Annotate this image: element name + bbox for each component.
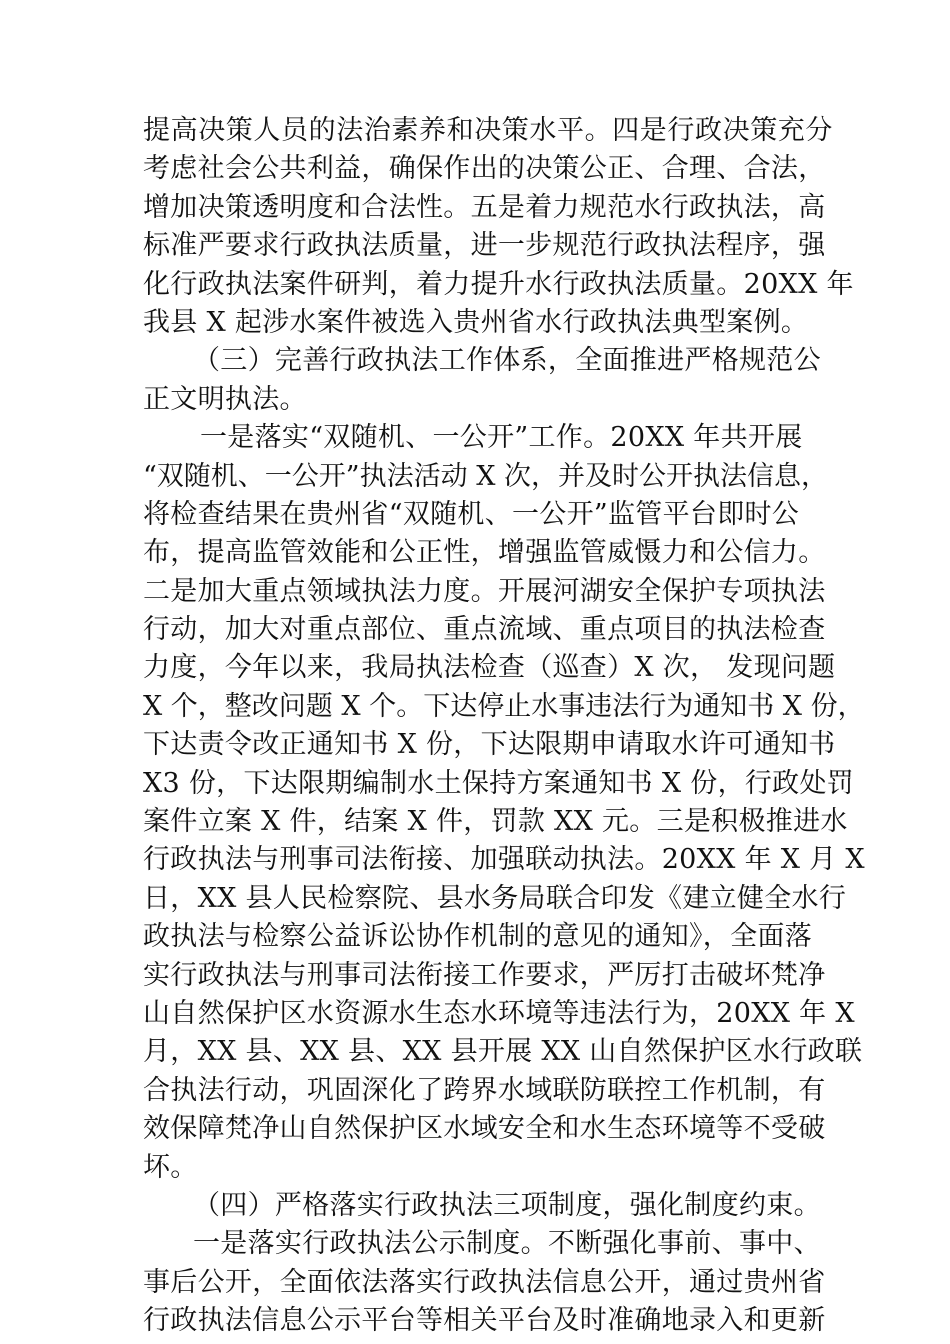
text-line-19: 案件立案 X 件，结案 X 件，罚款 XX 元。三是积极推进水 bbox=[143, 806, 848, 838]
text-line-16: X 个，整改问题 X 个。下达停止水事违法行为通知书 X 份， bbox=[143, 690, 865, 722]
text-line-6: 我县 X 起涉水案件被选入贵州省水行政执法典型案例。 bbox=[143, 306, 809, 338]
text-line-26: 合执法行动，巩固深化了跨界水域联防联控工作机制，有 bbox=[143, 1074, 826, 1106]
text-line-31: 事后公开，全面依法落实行政执法信息公开，通过贵州省 bbox=[143, 1266, 826, 1298]
text-line-10: “双随机、一公开”执法活动 X 次，并及时公开执法信息， bbox=[143, 460, 828, 492]
text-line-22: 政执法与检察公益诉讼协作机制的意见的通知》，全面落 bbox=[143, 921, 812, 953]
text-line-21: 日，XX 县人民检察院、县水务局联合印发《建立健全水行 bbox=[143, 882, 847, 914]
text-line-2: 考虑社会公共利益，确保作出的决策公正、合理、合法， bbox=[143, 153, 826, 185]
text-line-1: 提高决策人员的法治素养和决策水平。四是行政决策充分 bbox=[143, 115, 833, 146]
section-heading-3-cont: 正文明执法。 bbox=[143, 383, 307, 415]
text-line-24: 山自然保护区水资源水生态水环境等违法行为，20XX 年 X bbox=[143, 997, 855, 1029]
section-heading-3: （三）完善行政执法工作体系，全面推进严格规范公 bbox=[193, 345, 821, 377]
text-line-14: 行动，加大对重点部位、重点流域、重点项目的执法检查 bbox=[143, 614, 826, 646]
text-line-28: 坏。 bbox=[143, 1151, 198, 1183]
section-heading-4: （四）严格落实行政执法三项制度，强化制度约束。 bbox=[193, 1189, 821, 1221]
text-line-12: 布，提高监管效能和公正性，增强监管威慑力和公信力。 bbox=[143, 537, 826, 569]
text-line-11: 将检查结果在贵州省“双随机、一公开”监管平台即时公 bbox=[143, 498, 800, 530]
text-line-3: 增加决策透明度和合法性。五是着力规范水行政执法，高 bbox=[143, 191, 826, 223]
text-line-18: X3 份，下达限期编制水土保持方案通知书 X 份，行政处罚 bbox=[143, 767, 855, 799]
text-line-20: 行政执法与刑事司法衔接、加强联动执法。20XX 年 X 月 X bbox=[143, 844, 865, 876]
text-line-4: 标准严要求行政执法质量，进一步规范行政执法程序，强 bbox=[143, 230, 826, 262]
text-line-30: 一是落实行政执法公示制度。不断强化事前、事中、 bbox=[193, 1228, 821, 1260]
text-line-32: 行政执法信息公示平台等相关平台及时准确地录入和更新 bbox=[143, 1305, 826, 1337]
text-line-25: 月，XX 县、XX 县、XX 县开展 XX 山自然保护区水行政联 bbox=[143, 1036, 863, 1068]
text-line-5: 化行政执法案件研判，着力提升水行政执法质量。20XX 年 bbox=[143, 268, 854, 300]
text-line-17: 下达责令改正通知书 X 份，下达限期申请取水许可通知书 bbox=[143, 729, 836, 761]
text-line-15: 力度，今年以来，我局执法检查（巡查）X 次， 发现问题 bbox=[143, 652, 836, 684]
text-line-13: 二是加大重点领域执法力度。开展河湖安全保护专项执法 bbox=[143, 575, 826, 607]
text-line-9: 一是落实“双随机、一公开”工作。20XX 年共开展 bbox=[200, 422, 803, 454]
text-line-23: 实行政执法与刑事司法衔接工作要求，严厉打击破坏梵净 bbox=[143, 959, 826, 991]
body-text bbox=[143, 112, 865, 1341]
text-line-27: 效保障梵净山自然保护区水域安全和水生态环境等不受破 bbox=[143, 1113, 826, 1145]
